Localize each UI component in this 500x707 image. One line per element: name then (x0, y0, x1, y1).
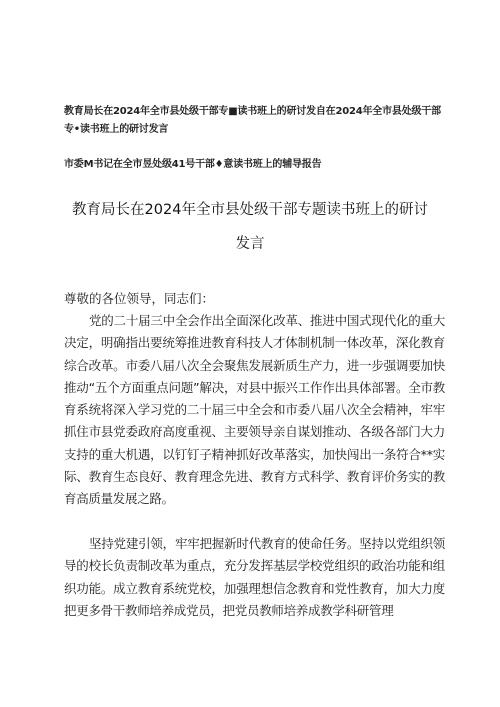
greeting: 尊敬的各位领导，同志们： (64, 291, 215, 306)
document-title: 教育局长在2024年全市县处级干部专题读书班上的研讨 (72, 202, 428, 218)
body-paragraph-2: 坚持党建引领，牢牢把握新时代教育的使命任务。坚持以党组织领导的校长负责制改革为重点，充分发挥基层学校党组织的政治功能和组织功能。成立教育系统党校，加强理想信念教育和党性教育，加大力度把更多骨干教师培养成党员，把党员教师培养成教学科研管理 (64, 536, 445, 618)
toc-entry-1-continued[interactable]: 专•读书班上的研讨发言 (64, 124, 169, 135)
toc-entry-1[interactable]: 教育局长在2024年全市县处级干部专■读书班上的研讨发自在2024年全市县处级干部 (64, 106, 441, 117)
body-paragraph-1: 党的二十届三中全会作出全面深化改革、推进中国式现代化的重大决定，明确指出要统筹推进教育科技人才体制机制一体改革，深化教育综合改革。市委八届八次全会聚焦发展新质生产力，进一步强调要加快推动“五个方面重点问题”解决，对县中振兴工作作出具体部署。全市教育系统将深入学习党的二十届三中全会和市委八届八次全会精神，牢牢抓住市县党委政府高度重视、主要领导亲自谋划推动、各级各部门大力支持的重大机遇，以钉钉子精神抓好改革落实，加快闯出一条符合**实际、教育生态良好、教育理念先进、教育方式科学、教育评价务实的教育高质量发展之路。 (64, 313, 445, 507)
toc-entry-2[interactable]: 市委M书记在全市昱处级41号干部♦意读书班上的辅导报告 (64, 159, 322, 170)
document-title-continued: 发言 (235, 236, 265, 252)
